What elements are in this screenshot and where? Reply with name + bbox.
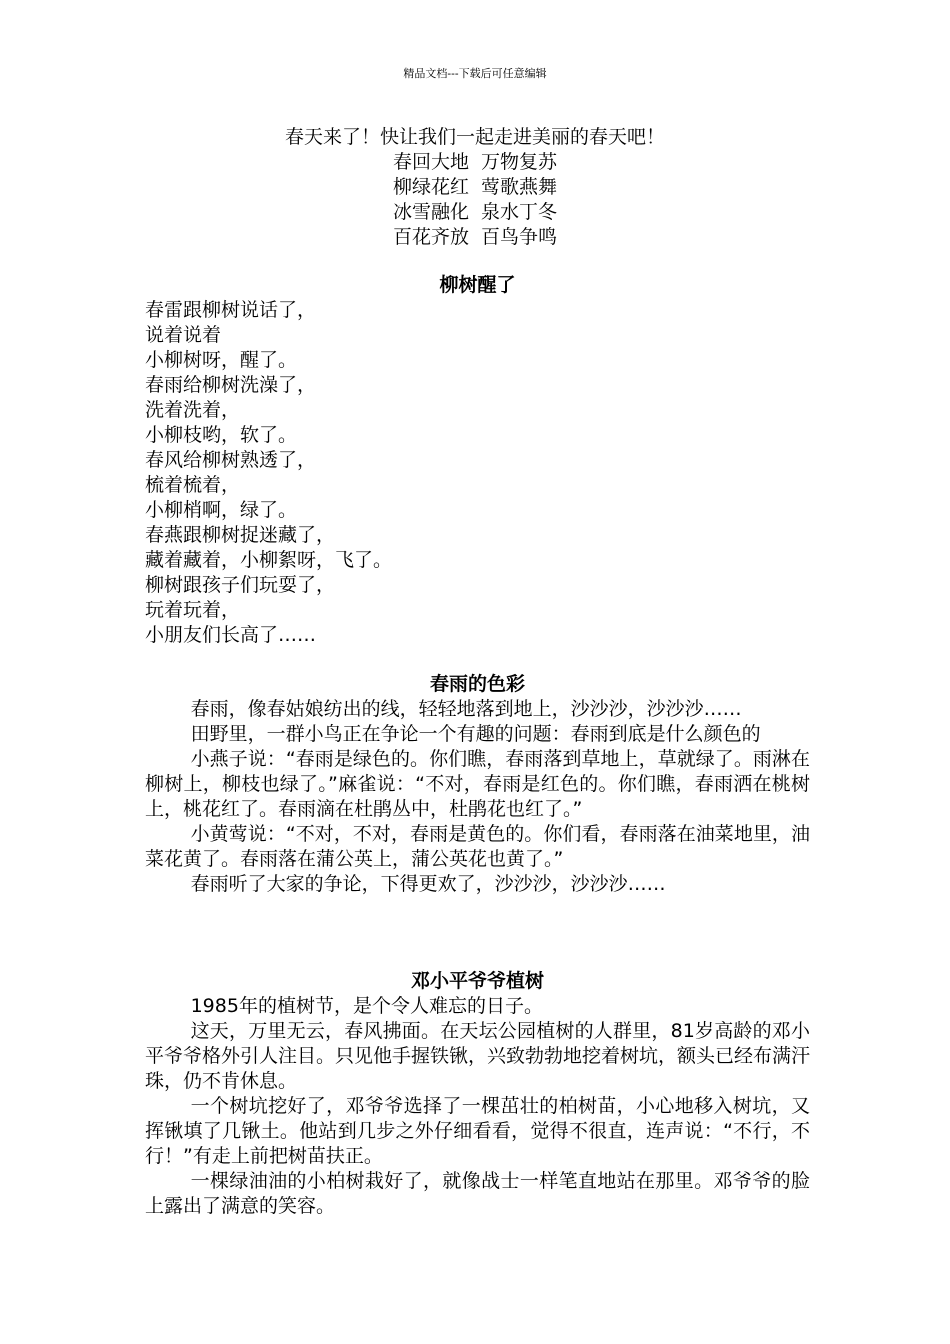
- poem-willow-section: [145, 273, 810, 648]
- story-paragraph: 春雨，像春姑娘纺出的线，轻轻地落到地上，沙沙沙，沙沙沙……: [190, 698, 742, 720]
- poem-line: 春燕跟柳树捉迷藏了，: [145, 524, 336, 546]
- poem-line: 小柳树呀，醒了。: [145, 349, 298, 371]
- story-paragraph: 小燕子说：“春雨是绿色的。你们瞧，春雨落到草地上，草就绿了。雨淋在柳树上，柳枝也绿了。”麻雀说：“不对，春雨是红色的。你们瞧，春雨洒在桃树上，桃花红了。春雨滴在杜鹃丛中，杜鹃花也红了。”: [145, 748, 810, 820]
- story-paragraph: 一棵绿油油的小柏树栽好了，就像战士一样笔直地站在那里。邓爷爷的脸上露出了满意的笑容。: [145, 1170, 810, 1217]
- poem-line: 洗着洗着，: [145, 399, 241, 421]
- poem-line: 小朋友们长高了……: [145, 624, 317, 646]
- intro-line: 春天来了！快让我们一起走进美丽的春天吧！: [284, 126, 665, 148]
- poem-line: 柳树跟孩子们玩耍了，: [145, 574, 336, 596]
- story-title: 春雨的色彩: [429, 673, 525, 695]
- intro-line: 百花齐放 百鸟争鸣: [392, 226, 558, 248]
- poem-line: 小柳梢啊，绿了。: [145, 499, 298, 521]
- story-paragraph: 田野里，一群小鸟正在争论一个有趣的问题：春雨到底是什么颜色的: [190, 723, 761, 745]
- poem-line: 春风给柳树熟透了，: [145, 449, 317, 471]
- poem-line: 春雷跟柳树说话了，: [145, 299, 317, 321]
- poem-line: 春雨给柳树洗澡了，: [145, 374, 317, 396]
- story-paragraph: 1985年的植树节，是个令人难忘的日子。: [190, 995, 543, 1017]
- story-deng-section: [145, 969, 810, 1219]
- story-paragraph: 小黄莺说：“不对，不对，春雨是黄色的。你们看，春雨落在油菜地里，油菜花黄了。春雨落在蒲公英上，蒲公英花也黄了。”: [145, 823, 810, 870]
- poem-line: 小柳枝哟，软了。: [145, 424, 298, 446]
- intro-line: 春回大地 万物复苏: [392, 151, 558, 173]
- poem-line: 藏着藏着，小柳絮呀，飞了。: [145, 549, 393, 571]
- story-title: 邓小平爷爷植树: [410, 970, 544, 992]
- poem-line: 说着说着: [145, 324, 222, 346]
- poem-title: 柳树醒了: [439, 274, 516, 296]
- story-rain-section: [145, 672, 810, 897]
- intro-block: [0, 125, 950, 250]
- intro-line: 柳绿花红 莺歌燕舞: [392, 176, 558, 198]
- poem-line: 玩着玩着，: [145, 599, 241, 621]
- story-paragraph: 一个树坑挖好了，邓爷爷选择了一棵茁壮的柏树苗，小心地移入树坑，又挥锹填了几锹土。他站到几步之外仔细看看，觉得不很直，连声说：“不行，不行！”有走上前把树苗扶正。: [145, 1095, 810, 1167]
- intro-line: 冰雪融化 泉水丁冬: [392, 201, 558, 223]
- page-header: 精品文档---下载后可任意编辑: [403, 67, 547, 80]
- story-paragraph: 这天，万里无云，春风拂面。在天坛公园植树的人群里，81岁高龄的邓小平爷爷格外引人注目。只见他手握铁锹，兴致勃勃地挖着树坑，额头已经布满汗珠，仍不肯休息。: [145, 1020, 811, 1092]
- poem-line: 梳着梳着，: [145, 474, 241, 496]
- story-paragraph: 春雨听了大家的争论，下得更欢了，沙沙沙，沙沙沙……: [190, 873, 666, 895]
